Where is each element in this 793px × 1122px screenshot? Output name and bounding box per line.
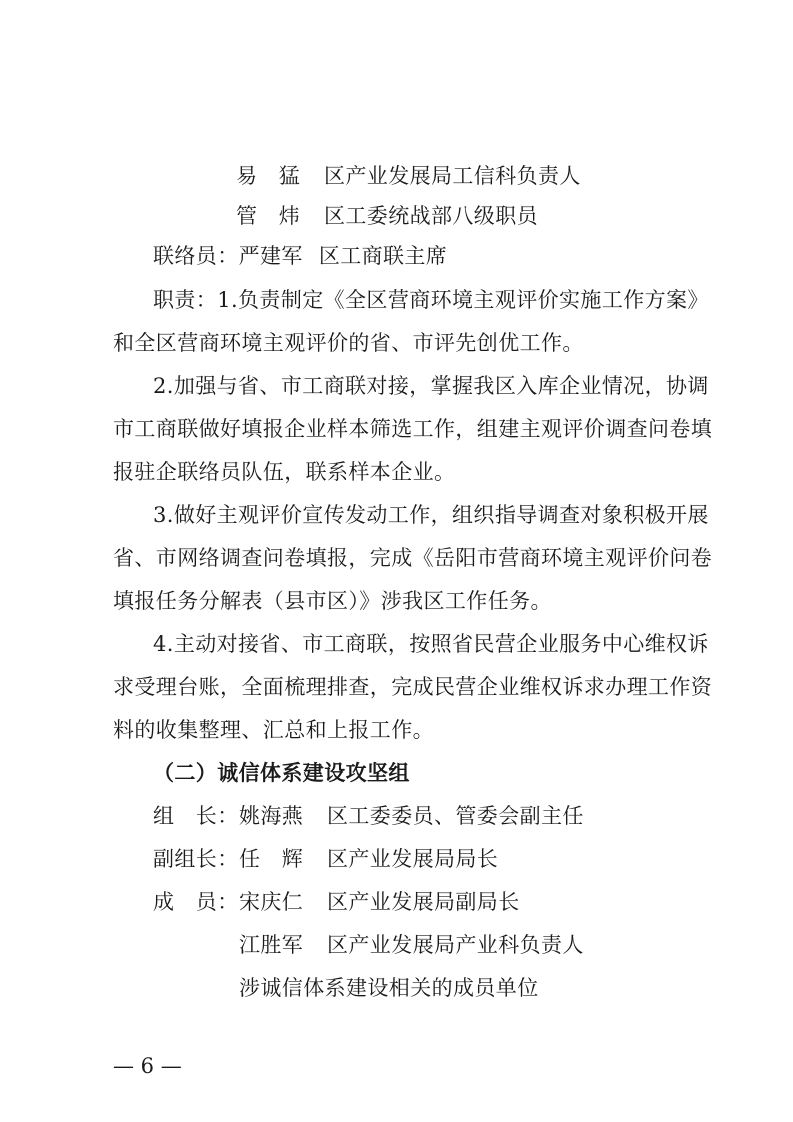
member-row [236, 201, 538, 231]
duty-line: 省、市网络调查问卷填报，完成《岳阳市营商环境主观评价问卷 [113, 546, 713, 570]
member-row [239, 930, 584, 960]
duty-line: 和全区营商环境主观评价的省、市评先创优工作。 [113, 331, 584, 355]
duty-line: 3.做好主观评价宣传发动工作，组织指导调查对象积极开展 [153, 503, 709, 527]
section-heading: （二）诚信体系建设攻坚组 [153, 760, 410, 785]
role-label: 成 员： [153, 890, 239, 914]
member-title: 区工委统战部八级职员 [324, 204, 538, 228]
role-label: 副组长： [153, 847, 239, 871]
member-title: 区产业发展局产业科负责人 [327, 933, 584, 957]
member-row [153, 887, 520, 917]
liaison-row [153, 241, 447, 271]
liaison-label: 联络员： [153, 244, 239, 268]
leader-title: 区工委委员、管委会副主任 [327, 804, 584, 828]
duty-line: 职责：1.负责制定《全区营商环境主观评价实施工作方案》 [153, 288, 709, 312]
member-title: 区产业发展局副局长 [327, 890, 520, 914]
duty-line: 市工商联做好填报企业样本筛选工作，组建主观评价调查问卷填 [113, 417, 713, 441]
duty-line: 4.主动对接省、市工商联，按照省民营企业服务中心维权诉 [153, 632, 709, 656]
role-label: 组 长： [153, 804, 239, 828]
duty-line: 求受理台账，全面梳理排查，完成民营企业维权诉求办理工作资 [113, 675, 713, 699]
deputy-row [153, 844, 498, 874]
member-name: 江胜军 [239, 933, 304, 957]
member-name: 管 炜 [236, 204, 301, 228]
members-note: 涉诚信体系建设相关的成员单位 [239, 976, 539, 1000]
member-title: 区产业发展局工信科负责人 [324, 164, 581, 188]
leader-name: 姚海燕 [239, 804, 304, 828]
duty-line: 2.加强与省、市工商联对接，掌握我区入库企业情况，协调 [153, 374, 709, 398]
duty-line: 填报任务分解表（县市区）》涉我区工作任务。 [113, 589, 552, 613]
leader-row [153, 801, 584, 831]
deputy-name: 任 辉 [239, 847, 304, 871]
member-row [236, 161, 581, 191]
duty-line: 报驻企联络员队伍，联系样本企业。 [113, 460, 456, 484]
deputy-title: 区产业发展局局长 [327, 847, 499, 871]
member-name: 易 猛 [236, 164, 301, 188]
liaison-name: 严建军 [238, 244, 303, 268]
duty-line: 料的收集整理、汇总和上报工作。 [113, 718, 434, 742]
page-number: — 6 — [113, 1054, 182, 1078]
liaison-title: 区工商联主席 [318, 244, 448, 268]
member-name: 宋庆仁 [239, 890, 304, 914]
